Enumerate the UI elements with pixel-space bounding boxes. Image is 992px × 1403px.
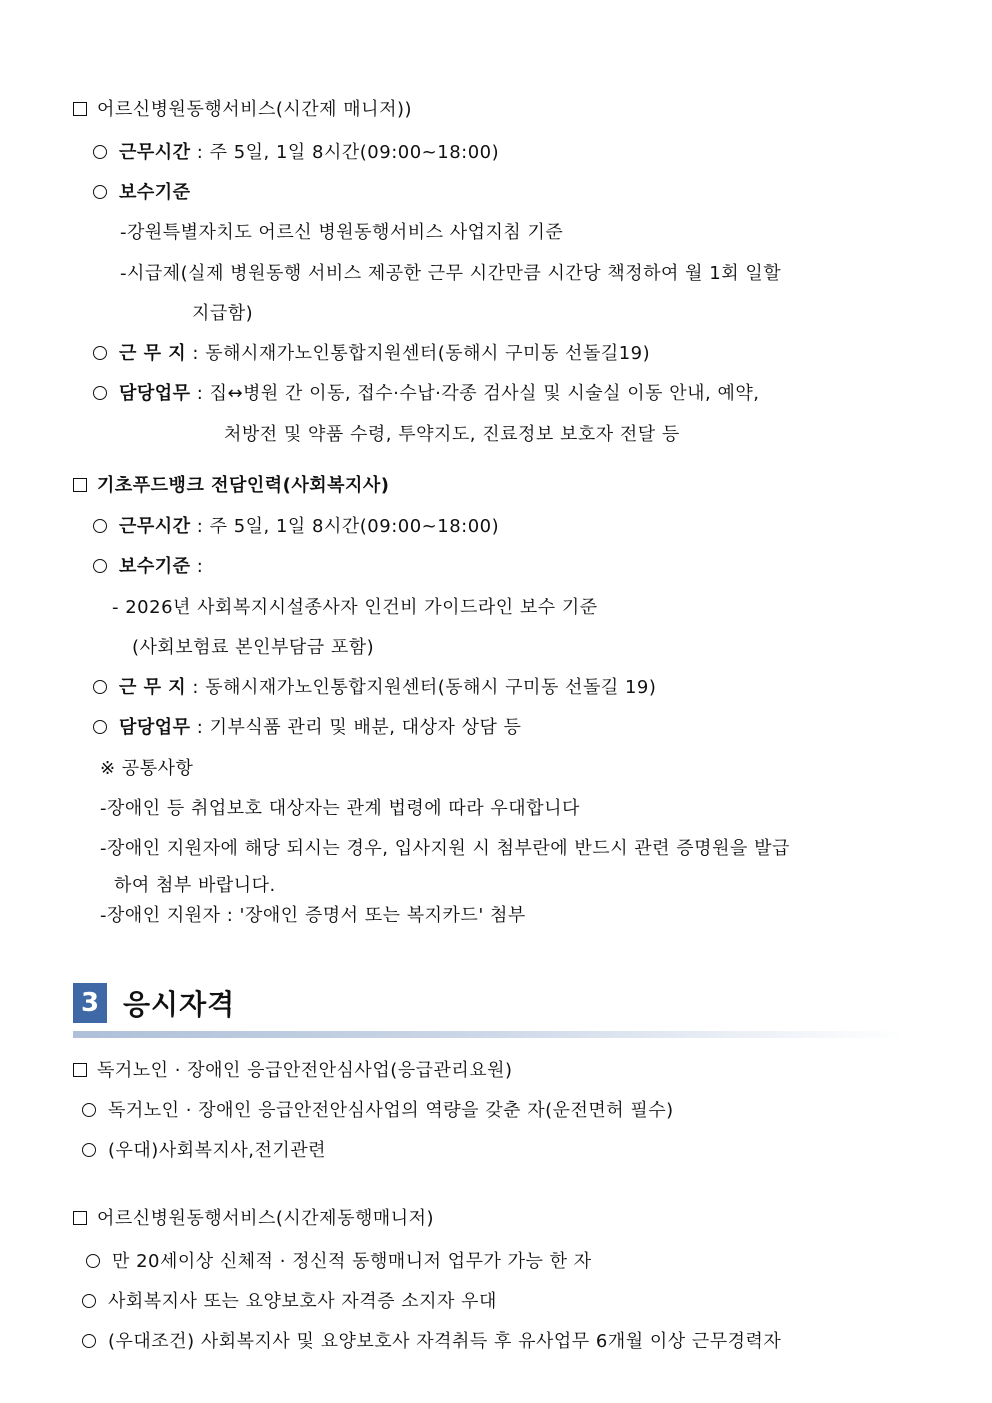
block1-duty-cont: 처방전 및 약품 수령, 투약지도, 진료정보 보호자 전달 등 — [224, 424, 680, 445]
qual-group-title: 어르신병원동행서비스(시간제동행매니저) — [73, 1207, 434, 1231]
checkbox-square-icon — [73, 478, 87, 492]
common-line: -장애인 지원자 : '장애인 증명서 또는 복지카드' 첨부 — [100, 905, 526, 926]
section-underline-bar — [73, 1031, 905, 1038]
checkbox-square-icon — [73, 102, 87, 116]
circle-bullet-icon — [93, 145, 107, 159]
qual-group-title: 독거노인 · 장애인 응급안전안심사업(응급관리요원) — [73, 1059, 513, 1083]
block1-pay-line: -강원특별자치도 어르신 병원동행서비스 사업지침 기준 — [120, 222, 564, 243]
circle-bullet-icon — [93, 720, 107, 734]
common-line: -장애인 등 취업보호 대상자는 관계 법령에 따라 우대합니다 — [100, 798, 580, 819]
qual-item: 독거노인 · 장애인 응급안전안심사업의 역량을 갖춘 자(운전면허 필수) — [82, 1099, 674, 1123]
block2-item-location: 근 무 지 : 동해시재가노인통합지원센터(동해시 구미동 선돌길 19) — [93, 676, 656, 700]
circle-bullet-icon — [82, 1294, 96, 1308]
qual-item: (우대조건) 사회복지사 및 요양보호사 자격취득 후 유사업무 6개월 이상 근무경력자 — [82, 1330, 781, 1354]
block1-item-worktime: 근무시간 : 주 5일, 1일 8시간(09:00~18:00) — [93, 141, 499, 165]
common-line: -장애인 지원자에 해당 되시는 경우, 입사지원 시 첨부란에 반드시 관련 증명원을 발급 — [100, 838, 790, 859]
common-line: 하여 첨부 바랍니다. — [114, 875, 276, 896]
qual-item: 만 20세이상 신체적 · 정신적 동행매니저 업무가 가능 한 자 — [86, 1250, 592, 1274]
block2-title: 기초푸드뱅크 전담인력(사회복지사) — [73, 474, 390, 498]
block2-item-worktime: 근무시간 : 주 5일, 1일 8시간(09:00~18:00) — [93, 515, 499, 539]
circle-bullet-icon — [86, 1254, 100, 1268]
qual-item: 사회복지사 또는 요양보호사 자격증 소지자 우대 — [82, 1290, 497, 1314]
checkbox-square-icon — [73, 1211, 87, 1225]
block1-item-pay: 보수기준 — [93, 181, 191, 205]
circle-bullet-icon — [93, 680, 107, 694]
block2-item-duty: 담당업무 : 기부식품 관리 및 배분, 대상자 상담 등 — [93, 716, 521, 740]
common-title: ※ 공통사항 — [100, 758, 194, 779]
block1-item-duty: 담당업무 : 집↔병원 간 이동, 접수·수납·각종 검사실 및 시술실 이동 안내, 예약, — [93, 382, 759, 406]
circle-bullet-icon — [93, 386, 107, 400]
circle-bullet-icon — [82, 1103, 96, 1117]
block1-item-location: 근 무 지 : 동해시재가노인통합지원센터(동해시 구미동 선돌길19) — [93, 342, 650, 366]
section-number-badge: 3 — [73, 983, 107, 1023]
checkbox-square-icon — [73, 1063, 87, 1077]
block1-pay-line: 지급함) — [192, 303, 254, 324]
section-title: 응시자격 — [123, 988, 236, 1021]
circle-bullet-icon — [93, 559, 107, 573]
circle-bullet-icon — [82, 1334, 96, 1348]
circle-bullet-icon — [93, 346, 107, 360]
section-heading — [73, 983, 235, 1023]
block1-pay-line: -시급제(실제 병원동행 서비스 제공한 근무 시간만큼 시간당 책정하여 월 1회 일할 — [120, 263, 782, 284]
block1-title: 어르신병원동행서비스(시간제 매니저)) — [73, 98, 412, 122]
circle-bullet-icon — [82, 1143, 96, 1157]
qual-item: (우대)사회복지사,전기관련 — [82, 1139, 326, 1163]
circle-bullet-icon — [93, 185, 107, 199]
block2-pay-line: - 2026년 사회복지시설종사자 인건비 가이드라인 보수 기준 — [112, 597, 598, 618]
block2-item-pay: 보수기준 : — [93, 555, 203, 579]
circle-bullet-icon — [93, 519, 107, 533]
block2-pay-line: (사회보험료 본인부담금 포함) — [132, 637, 375, 658]
